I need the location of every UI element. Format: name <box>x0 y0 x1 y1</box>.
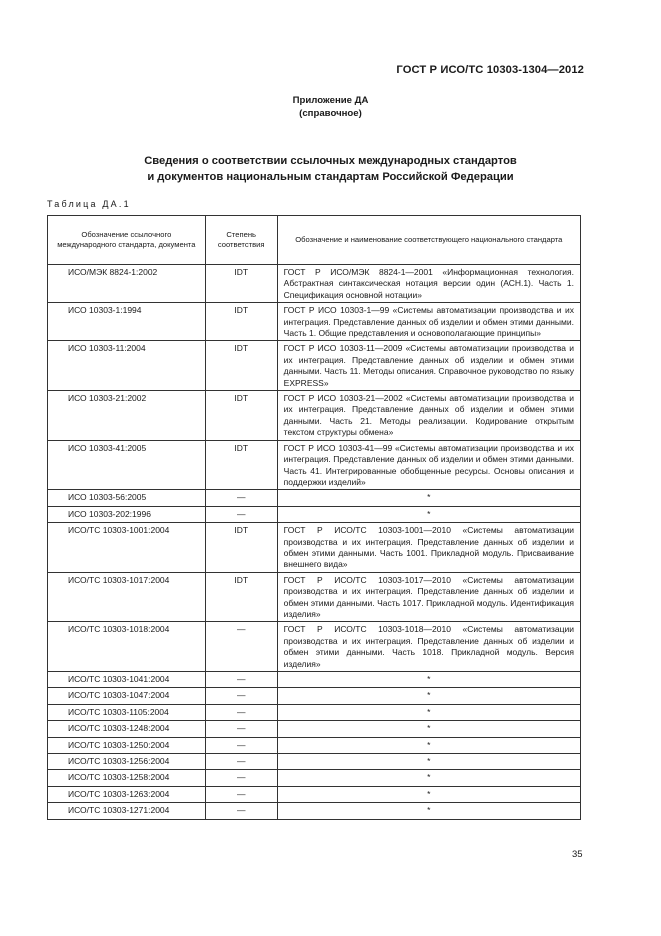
degree-cell: — <box>205 688 277 704</box>
national-standard-cell: ГОСТ Р ИСО 10303-11—2009 «Системы автоматизации производства и их интеграция. Представление данных об изделии и обмен этими данными. Часть 11. Методы описания. Справочное руководство по языку EXPRESS» <box>277 341 580 391</box>
international-standard-cell: ИСО/ТС 10303-1250:2004 <box>48 737 206 753</box>
table-row <box>48 622 581 672</box>
table-row <box>48 440 581 490</box>
national-standard-cell: ГОСТ Р ИСО 10303-41—99 «Системы автоматизации производства и их интеграция. Представление данных об изделии и обмен этими данными. Часть 41. Интегрированные обобщенные ресурсы. Основы описания и поддержки изделий» <box>277 440 580 490</box>
degree-cell: IDT <box>205 303 277 341</box>
national-standard-cell: * <box>277 688 580 704</box>
degree-cell: IDT <box>205 440 277 490</box>
column-header-international-standard: Обозначение ссылочного международного стандарта, документа <box>48 216 206 265</box>
degree-cell: IDT <box>205 265 277 303</box>
national-standard-cell: ГОСТ Р ИСО/МЭК 8824-1—2001 «Информационная технология. Абстрактная синтаксическая нотация версии один (АСН.1). Часть 1. Спецификация основной нотации» <box>277 265 580 303</box>
national-standard-cell: * <box>277 803 580 819</box>
page-number: 35 <box>572 849 583 860</box>
degree-cell: — <box>205 622 277 672</box>
degree-cell: IDT <box>205 341 277 391</box>
international-standard-cell: ИСО/МЭК 8824-1:2002 <box>48 265 206 303</box>
degree-cell: — <box>205 704 277 720</box>
international-standard-cell: ИСО/ТС 10303-1263:2004 <box>48 786 206 802</box>
column-header-degree: Степень соответствия <box>205 216 277 265</box>
national-standard-cell: ГОСТ Р ИСО 10303-1—99 «Системы автоматизации производства и их интеграция. Представление данных об изделии и обмен этими данными. Часть 1. Общие представления и основополагающие принципы» <box>277 303 580 341</box>
degree-cell: IDT <box>205 572 277 622</box>
international-standard-cell: ИСО/ТС 10303-1041:2004 <box>48 672 206 688</box>
correspondence-table <box>47 215 581 820</box>
international-standard-cell: ИСО 10303-56:2005 <box>48 490 206 506</box>
international-standard-cell: ИСО/ТС 10303-1017:2004 <box>48 572 206 622</box>
international-standard-cell: ИСО/ТС 10303-1105:2004 <box>48 704 206 720</box>
national-standard-cell: * <box>277 786 580 802</box>
national-standard-cell: * <box>277 704 580 720</box>
section-heading-line-2: и документов национальным стандартам Российской Федерации <box>147 171 514 183</box>
section-heading-line-1: Сведения о соответствии ссылочных международных стандартов <box>144 155 517 167</box>
national-standard-cell: ГОСТ Р ИСО/ТС 10303-1018—2010 «Системы автоматизации производства и их интеграция. Представление данных об изделии и обмен этими данными. Часть 1018. Прикладной модуль. Версия изделия» <box>277 622 580 672</box>
degree-cell: — <box>205 770 277 786</box>
table-row <box>48 391 581 441</box>
national-standard-cell: * <box>277 737 580 753</box>
international-standard-cell: ИСО/ТС 10303-1248:2004 <box>48 721 206 737</box>
table-row <box>48 786 581 802</box>
table-label: Таблица ДА.1 <box>47 199 131 209</box>
degree-cell: — <box>205 506 277 522</box>
table-row <box>48 490 581 506</box>
appendix-note: (справочное) <box>299 108 362 119</box>
table-row <box>48 265 581 303</box>
appendix-title: Приложение ДА <box>292 95 369 106</box>
national-standard-cell: ГОСТ Р ИСО 10303-21—2002 «Системы автоматизации производства и их интеграция. Представление данных об изделии и обмен этими данными. Часть 21. Методы реализации. Кодирование открытым текстом структуры обмена» <box>277 391 580 441</box>
international-standard-cell: ИСО/ТС 10303-1047:2004 <box>48 688 206 704</box>
table-row <box>48 721 581 737</box>
national-standard-cell: * <box>277 770 580 786</box>
degree-cell: IDT <box>205 523 277 573</box>
table-row <box>48 704 581 720</box>
international-standard-cell: ИСО 10303-11:2004 <box>48 341 206 391</box>
national-standard-cell: * <box>277 672 580 688</box>
international-standard-cell: ИСО/ТС 10303-1018:2004 <box>48 622 206 672</box>
table-header-row <box>48 216 581 265</box>
table-row <box>48 803 581 819</box>
table-row <box>48 688 581 704</box>
table-row <box>48 737 581 753</box>
international-standard-cell: ИСО 10303-1:1994 <box>48 303 206 341</box>
degree-cell: — <box>205 754 277 770</box>
national-standard-cell: * <box>277 506 580 522</box>
international-standard-cell: ИСО/ТС 10303-1258:2004 <box>48 770 206 786</box>
table-row <box>48 506 581 522</box>
international-standard-cell: ИСО 10303-41:2005 <box>48 440 206 490</box>
column-header-national-standard: Обозначение и наименование соответствующего национального стандарта <box>277 216 580 265</box>
table-row <box>48 672 581 688</box>
table-row <box>48 770 581 786</box>
international-standard-cell: ИСО 10303-21:2002 <box>48 391 206 441</box>
degree-cell: — <box>205 672 277 688</box>
degree-cell: — <box>205 737 277 753</box>
degree-cell: — <box>205 721 277 737</box>
international-standard-cell: ИСО/ТС 10303-1001:2004 <box>48 523 206 573</box>
table-row <box>48 572 581 622</box>
degree-cell: — <box>205 803 277 819</box>
document-code-header: ГОСТ Р ИСО/ТС 10303-1304—2012 <box>396 64 584 76</box>
table-row <box>48 341 581 391</box>
national-standard-cell: ГОСТ Р ИСО/ТС 10303-1001—2010 «Системы автоматизации производства и их интеграция. Представление данных об изделии и обмен этими данными. Часть 1001. Прикладной модуль. Присваивание внешнего вида» <box>277 523 580 573</box>
national-standard-cell: * <box>277 754 580 770</box>
national-standard-cell: * <box>277 490 580 506</box>
table-row <box>48 754 581 770</box>
international-standard-cell: ИСО 10303-202:1996 <box>48 506 206 522</box>
national-standard-cell: * <box>277 721 580 737</box>
international-standard-cell: ИСО/ТС 10303-1271:2004 <box>48 803 206 819</box>
degree-cell: IDT <box>205 391 277 441</box>
table-row <box>48 303 581 341</box>
table-row <box>48 523 581 573</box>
international-standard-cell: ИСО/ТС 10303-1256:2004 <box>48 754 206 770</box>
degree-cell: — <box>205 786 277 802</box>
national-standard-cell: ГОСТ Р ИСО/ТС 10303-1017—2010 «Системы автоматизации производства и их интеграция. Представление данных об изделии и обмен этими данными. Часть 1017. Прикладной модуль. Идентификация изделия» <box>277 572 580 622</box>
degree-cell: — <box>205 490 277 506</box>
